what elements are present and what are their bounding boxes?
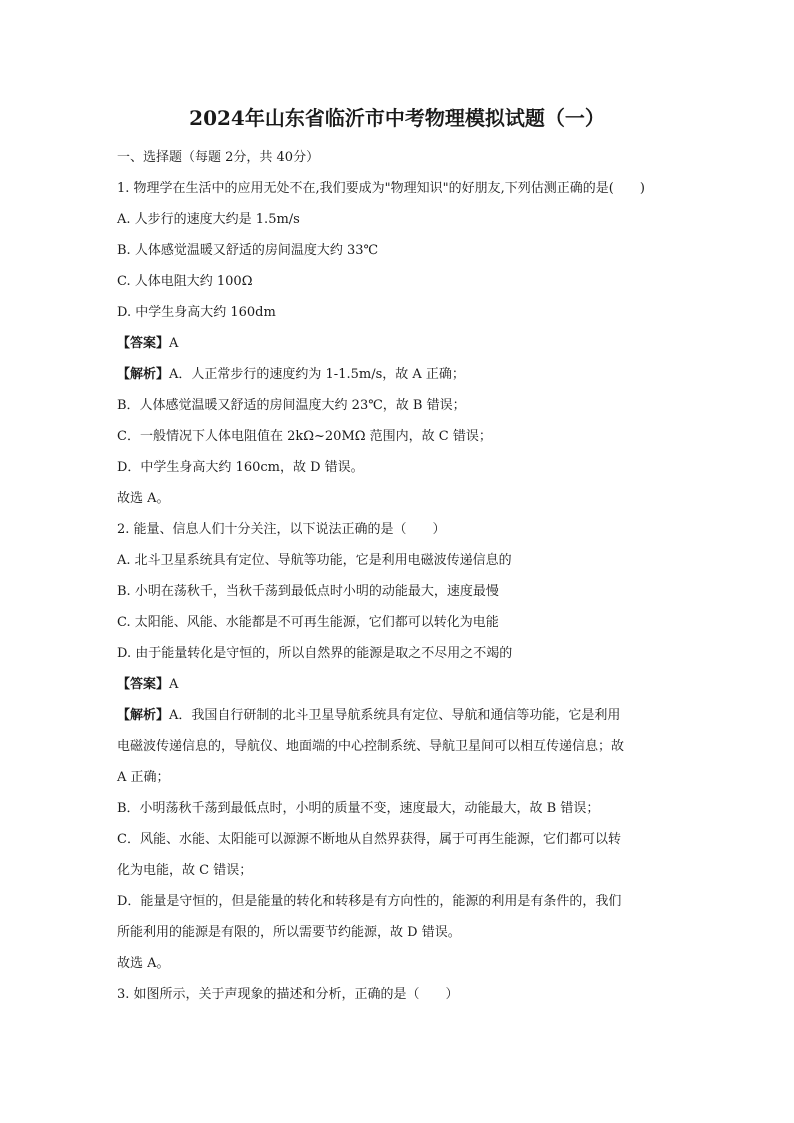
option-c: C. 人体电阻大约 100Ω <box>117 274 253 289</box>
question-2 <box>117 514 677 979</box>
option-d: D. 由于能量转化是守恒的，所以自然界的能源是取之不尽用之不竭的 <box>117 646 513 661</box>
analysis-line: C．一般情况下人体电阻值在 2kΩ~20MΩ 范围内，故 C 错误； <box>117 429 492 444</box>
analysis-line: A 正确； <box>117 770 170 785</box>
question-stem: 1. 物理学在生活中的应用无处不在,我们要成为"物理知识"的好朋友,下列估测正确的是( ) <box>117 181 645 196</box>
question-1 <box>117 173 677 514</box>
analysis-label: 【解析】 <box>117 367 170 382</box>
option-c: C. 太阳能、风能、水能都是不可再生能源，它们都可以转化为电能 <box>117 615 499 630</box>
conclusion-line: 故选 A。 <box>117 956 170 971</box>
analysis-line: 电磁波传递信息的，导航仪、地面端的中心控制系统、导航卫星间可以相互传递信息；故 <box>117 739 625 754</box>
answer-value: A <box>169 336 179 351</box>
conclusion-line: 故选 A。 <box>117 491 170 506</box>
answer-line <box>117 328 677 359</box>
document-body <box>117 142 677 1010</box>
analysis-line <box>117 700 677 731</box>
analysis-text: A．人正常步行的速度约为 1-1.5m/s，故 A 正确； <box>169 367 465 382</box>
analysis-line <box>117 359 677 390</box>
analysis-line: 所能利用的能源是有限的，所以需要节约能源，故 D 错误。 <box>117 925 461 940</box>
answer-label: 【答案】 <box>117 336 170 351</box>
analysis-line: C．风能、水能、太阳能可以源源不断地从自然界获得，属于可再生能源，它们都可以转 <box>117 832 621 847</box>
page-title: 2024年山东省临沂市中考物理模拟试题（一） <box>189 106 605 130</box>
question-stem: 2. 能量、信息人们十分关注，以下说法正确的是（ ） <box>117 522 446 537</box>
option-b: B. 小明在荡秋千，当秋千荡到最低点时小明的动能最大，速度最慢 <box>117 584 499 599</box>
analysis-line: D．能量是守恒的，但是能量的转化和转移是有方向性的，能源的利用是有条件的，我们 <box>117 894 622 909</box>
analysis-text: A．我国自行研制的北斗卫星导航系统具有定位、导航和通信等功能，它是利用 <box>169 708 621 723</box>
option-a: A. 北斗卫星系统具有定位、导航等功能，它是利用电磁波传递信息的 <box>117 553 512 568</box>
option-a: A. 人步行的速度大约是 1.5m/s <box>117 212 300 227</box>
answer-value: A <box>169 677 179 692</box>
question-3 <box>117 979 677 1010</box>
option-b: B. 人体感觉温暖又舒适的房间温度大约 33℃ <box>117 243 379 258</box>
question-stem: 3. 如图所示，关于声现象的描述和分析，正确的是（ ） <box>117 987 459 1002</box>
answer-line <box>117 669 677 700</box>
analysis-label: 【解析】 <box>117 708 170 723</box>
section-heading: 一、选择题（每题 2分，共 40分） <box>117 150 320 165</box>
analysis-line: B．小明荡秋千荡到最低点时，小明的质量不变，速度最大，动能最大，故 B 错误； <box>117 801 600 816</box>
option-d: D. 中学生身高大约 160dm <box>117 305 276 320</box>
answer-label: 【答案】 <box>117 677 170 692</box>
analysis-line: B．人体感觉温暖又舒适的房间温度大约 23℃，故 B 错误； <box>117 398 466 413</box>
analysis-line: 化为电能，故 C 错误； <box>117 863 253 878</box>
analysis-line: D．中学生身高大约 160cm，故 D 错误。 <box>117 460 364 475</box>
